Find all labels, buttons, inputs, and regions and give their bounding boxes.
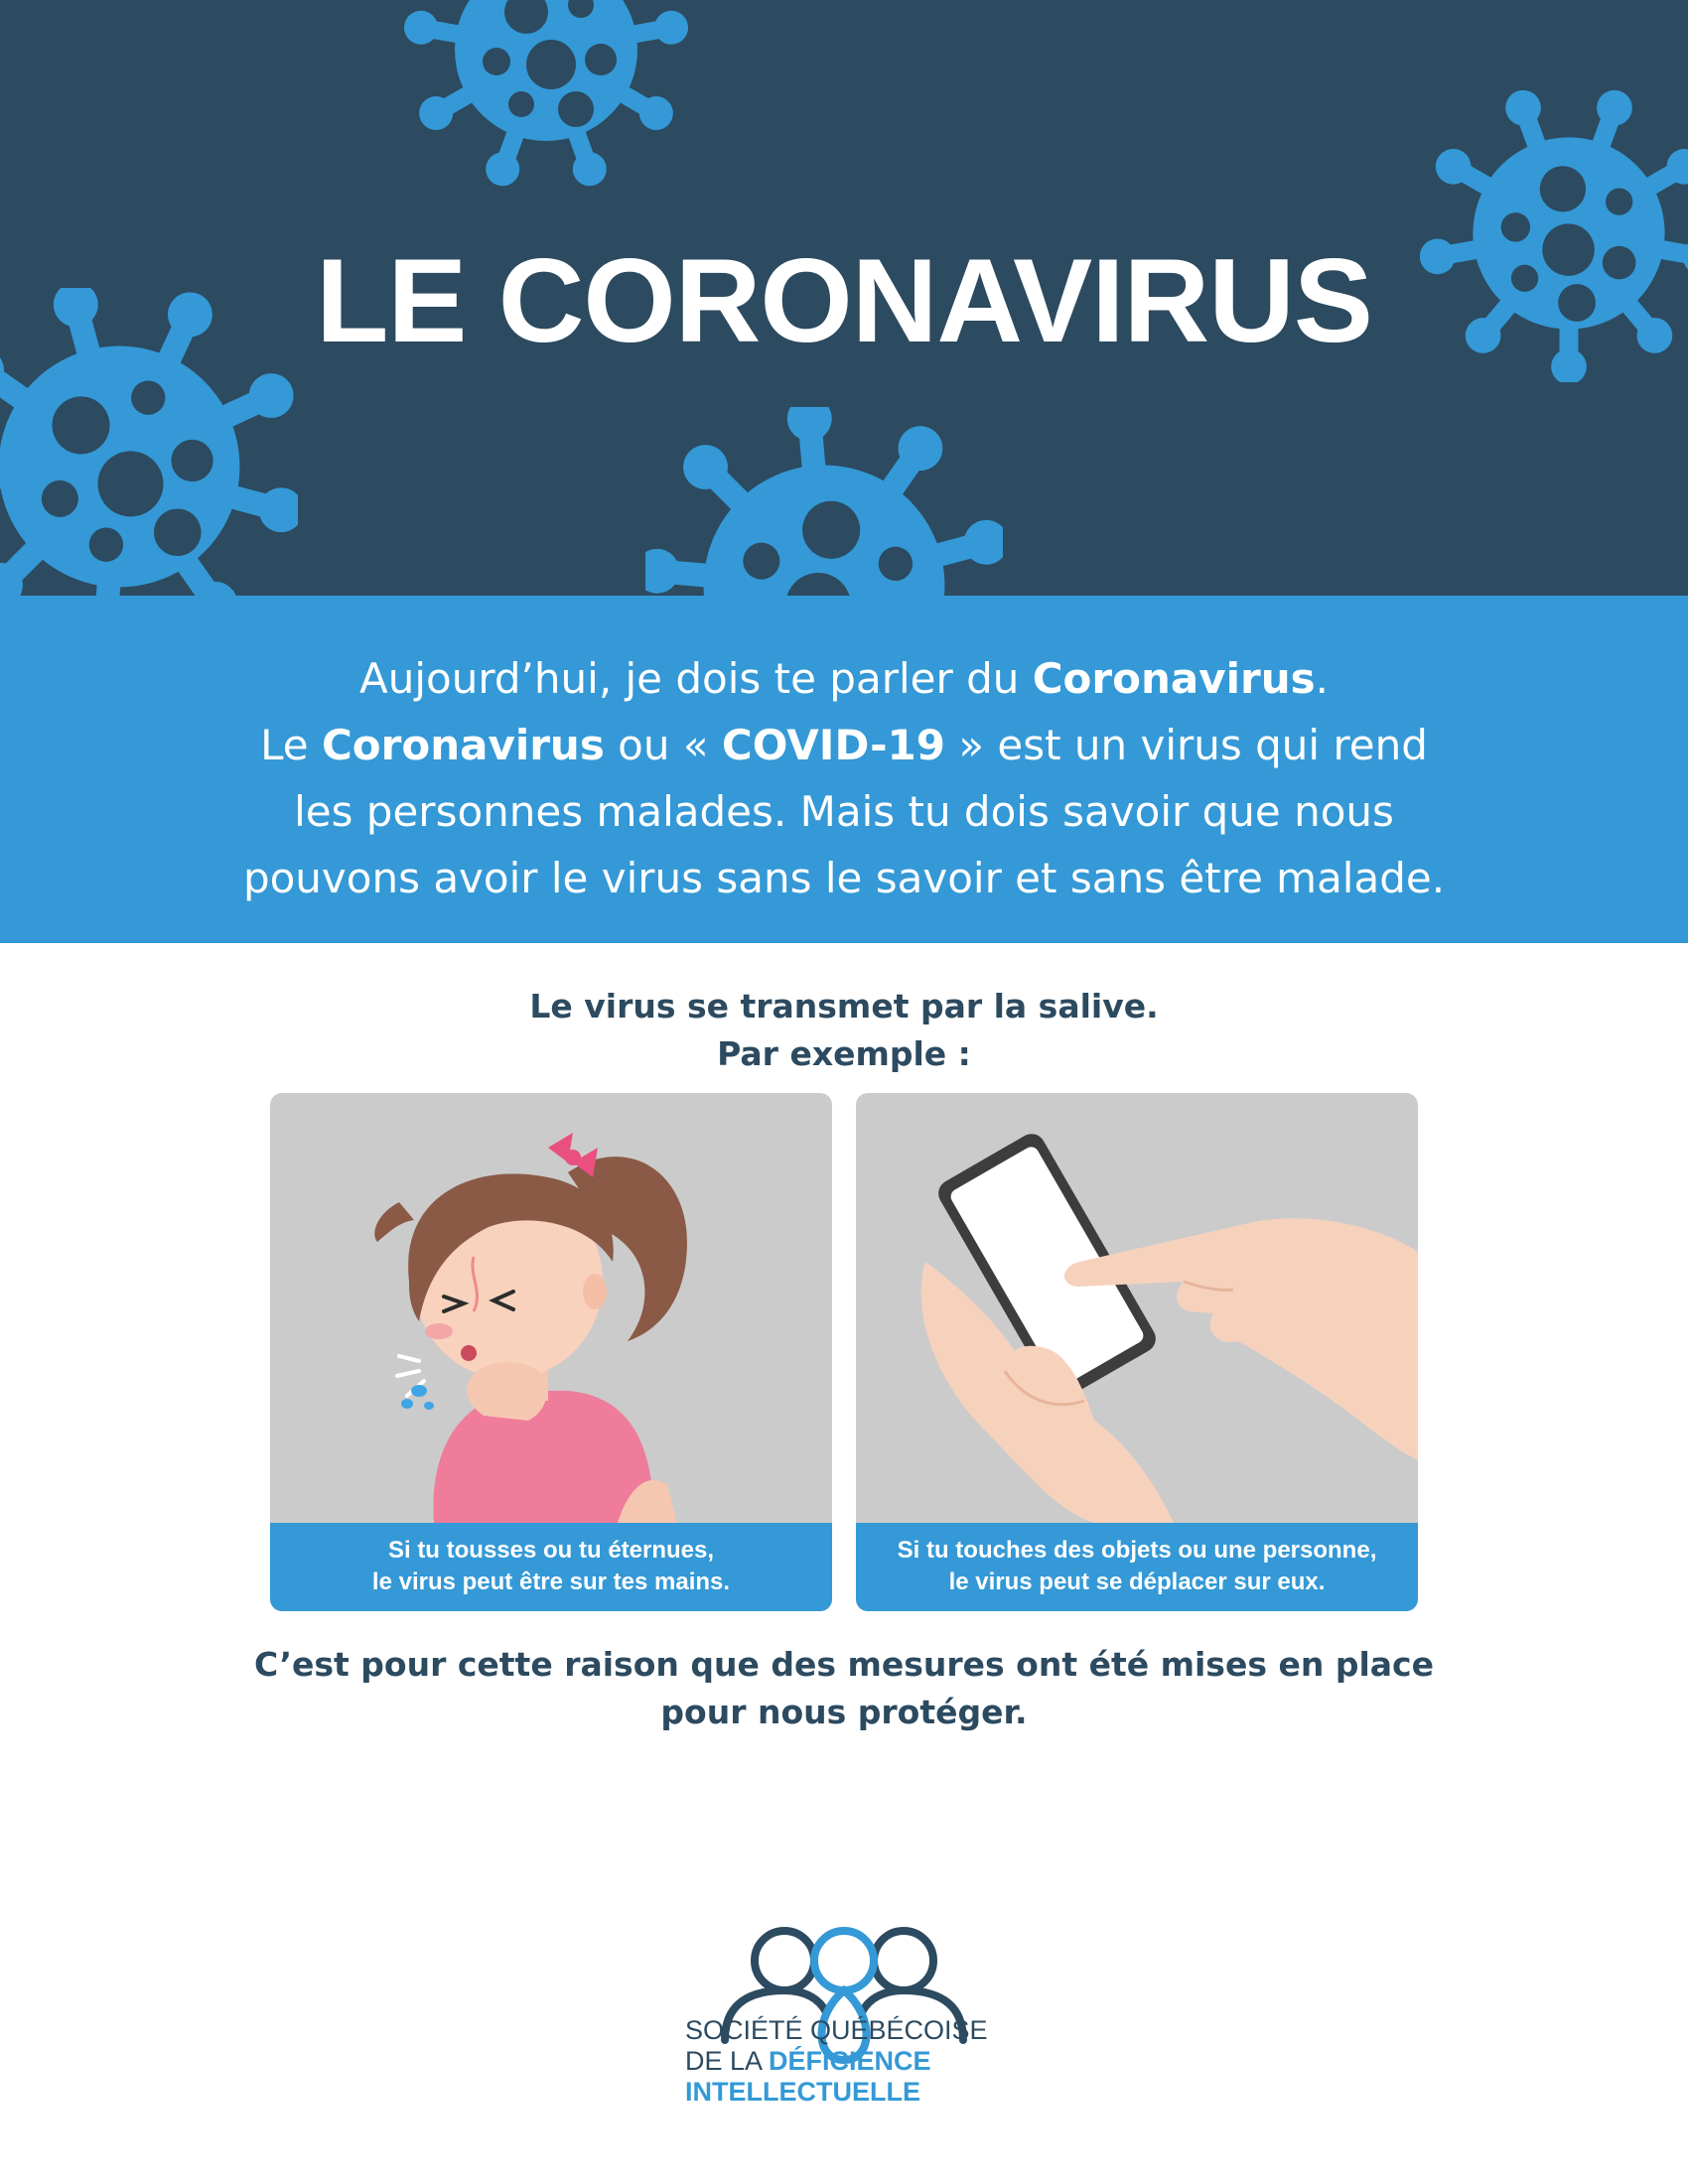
coughing-girl-illustration: [270, 1093, 832, 1523]
coronavirus-icon: [377, 0, 715, 199]
logo-line-3: INTELLECTUELLE: [685, 2077, 920, 2107]
panel-caption: Si tu tousses ou tu éternues, le virus peut être sur tes mains.: [270, 1523, 832, 1611]
intro-line-2: Le Coronavirus ou « COVID-19 » est un virus qui rend: [260, 721, 1428, 769]
intro-line-4: pouvons avoir le virus sans le savoir et sans être malade.: [242, 854, 1446, 902]
conclusion-text: [0, 1641, 1688, 1736]
example-panel-touch: [856, 1093, 1418, 1611]
conclusion-line-2: pour nous protéger.: [660, 1693, 1028, 1731]
logo-line-1: SOCIÉTÉ QUÉBÉCOISE: [685, 2015, 988, 2045]
hero-banner: [0, 0, 1688, 596]
transmission-line-1: Le virus se transmet par la salive.: [529, 987, 1159, 1025]
intro-line-3: les personnes malades. Mais tu dois savoir que nous: [294, 787, 1394, 836]
transmission-heading: [0, 983, 1688, 1078]
panel-caption: Si tu touches des objets ou une personne, le virus peut se déplacer sur eux.: [856, 1523, 1418, 1611]
intro-line-1: Aujourd’hui, je dois te parler du Coronavirus.: [359, 654, 1329, 703]
conclusion-line-1: C’est pour cette raison que des mesures ont été mises en place: [254, 1645, 1434, 1684]
page-title: LE CORONAVIRUS: [316, 234, 1372, 367]
example-panel-cough: [270, 1093, 832, 1611]
intro-section: [0, 596, 1688, 943]
logo-line-2: DE LA DÉFICIENCE: [685, 2046, 931, 2076]
phone-hand-illustration: [856, 1093, 1418, 1523]
transmission-line-2: Par exemple :: [717, 1034, 971, 1073]
coronavirus-icon: [645, 407, 1003, 596]
organization-name: [685, 2015, 1003, 2108]
